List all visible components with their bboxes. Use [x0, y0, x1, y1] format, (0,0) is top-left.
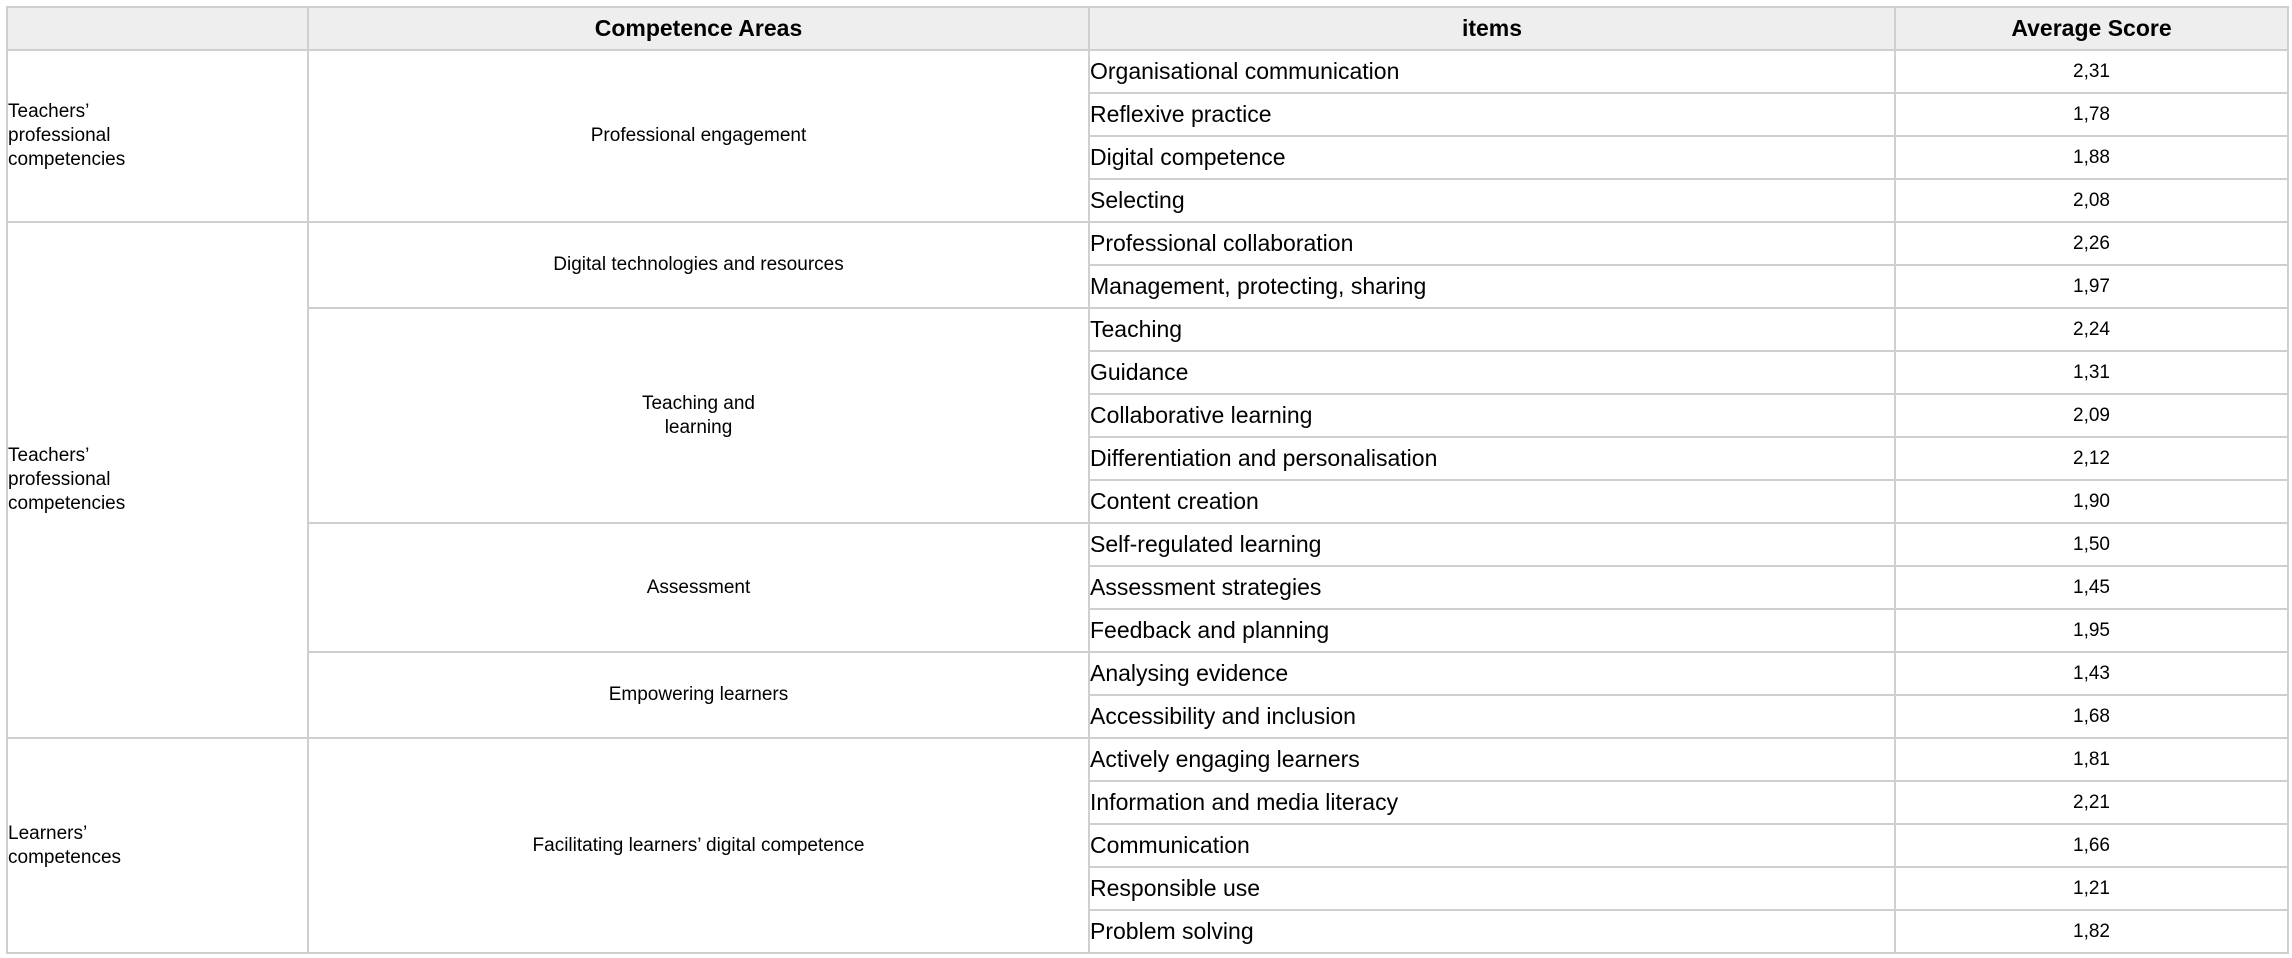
competence-scores-table	[6, 6, 2289, 954]
score-cell: 1,95	[1895, 609, 2288, 652]
table-row	[7, 222, 2288, 265]
score-cell: 2,12	[1895, 437, 2288, 480]
competence-area-cell: Facilitating learners’ digital competence	[308, 738, 1089, 953]
item-cell: Teaching	[1089, 308, 1895, 351]
item-cell: Management, protecting, sharing	[1089, 265, 1895, 308]
item-cell: Problem solving	[1089, 910, 1895, 953]
header-average-score: Average Score	[1895, 7, 2288, 50]
score-cell: 2,21	[1895, 781, 2288, 824]
score-cell: 1,43	[1895, 652, 2288, 695]
score-cell: 1,66	[1895, 824, 2288, 867]
item-cell: Assessment strategies	[1089, 566, 1895, 609]
item-cell: Responsible use	[1089, 867, 1895, 910]
score-cell: 1,81	[1895, 738, 2288, 781]
item-cell: Differentiation and personalisation	[1089, 437, 1895, 480]
item-cell: Accessibility and inclusion	[1089, 695, 1895, 738]
score-cell: 1,31	[1895, 351, 2288, 394]
competence-area-label: Teaching and learning	[641, 392, 756, 438]
header-row	[7, 7, 2288, 50]
table-row	[7, 652, 2288, 695]
score-cell: 1,78	[1895, 93, 2288, 136]
score-cell: 1,90	[1895, 480, 2288, 523]
item-cell: Feedback and planning	[1089, 609, 1895, 652]
score-cell: 1,82	[1895, 910, 2288, 953]
table-row	[7, 738, 2288, 781]
competence-area-cell: Digital technologies and resources	[308, 222, 1089, 308]
score-cell: 2,08	[1895, 179, 2288, 222]
item-cell: Collaborative learning	[1089, 394, 1895, 437]
dimension-label: Teachers’ professional competencies	[8, 101, 126, 170]
header-items: items	[1089, 7, 1895, 50]
dimension-cell	[7, 738, 308, 953]
item-cell: Selecting	[1089, 179, 1895, 222]
score-cell: 2,24	[1895, 308, 2288, 351]
item-cell: Guidance	[1089, 351, 1895, 394]
score-cell: 1,50	[1895, 523, 2288, 566]
dimension-cell	[7, 50, 308, 222]
score-cell: 2,26	[1895, 222, 2288, 265]
item-cell: Professional collaboration	[1089, 222, 1895, 265]
header-competence-areas: Competence Areas	[308, 7, 1089, 50]
table-row	[7, 308, 2288, 351]
score-cell: 1,97	[1895, 265, 2288, 308]
table-row	[7, 523, 2288, 566]
competence-area-cell: Empowering learners	[308, 652, 1089, 738]
score-cell: 1,45	[1895, 566, 2288, 609]
item-cell: Organisational communication	[1089, 50, 1895, 93]
item-cell: Reflexive practice	[1089, 93, 1895, 136]
item-cell: Actively engaging learners	[1089, 738, 1895, 781]
item-cell: Information and media literacy	[1089, 781, 1895, 824]
item-cell: Self-regulated learning	[1089, 523, 1895, 566]
score-cell: 1,68	[1895, 695, 2288, 738]
item-cell: Content creation	[1089, 480, 1895, 523]
competence-area-cell: Professional engagement	[308, 50, 1089, 222]
item-cell: Analysing evidence	[1089, 652, 1895, 695]
table-row	[7, 50, 2288, 93]
score-cell: 1,88	[1895, 136, 2288, 179]
dimension-label: Learners’ competences	[8, 822, 122, 868]
score-cell: 2,09	[1895, 394, 2288, 437]
header-blank	[7, 7, 308, 50]
dimension-cell	[7, 222, 308, 738]
item-cell: Digital competence	[1089, 136, 1895, 179]
competence-area-cell: Assessment	[308, 523, 1089, 652]
score-cell: 2,31	[1895, 50, 2288, 93]
dimension-label: Teachers’ professional competencies	[8, 445, 126, 514]
item-cell: Communication	[1089, 824, 1895, 867]
competence-area-cell	[308, 308, 1089, 523]
score-cell: 1,21	[1895, 867, 2288, 910]
